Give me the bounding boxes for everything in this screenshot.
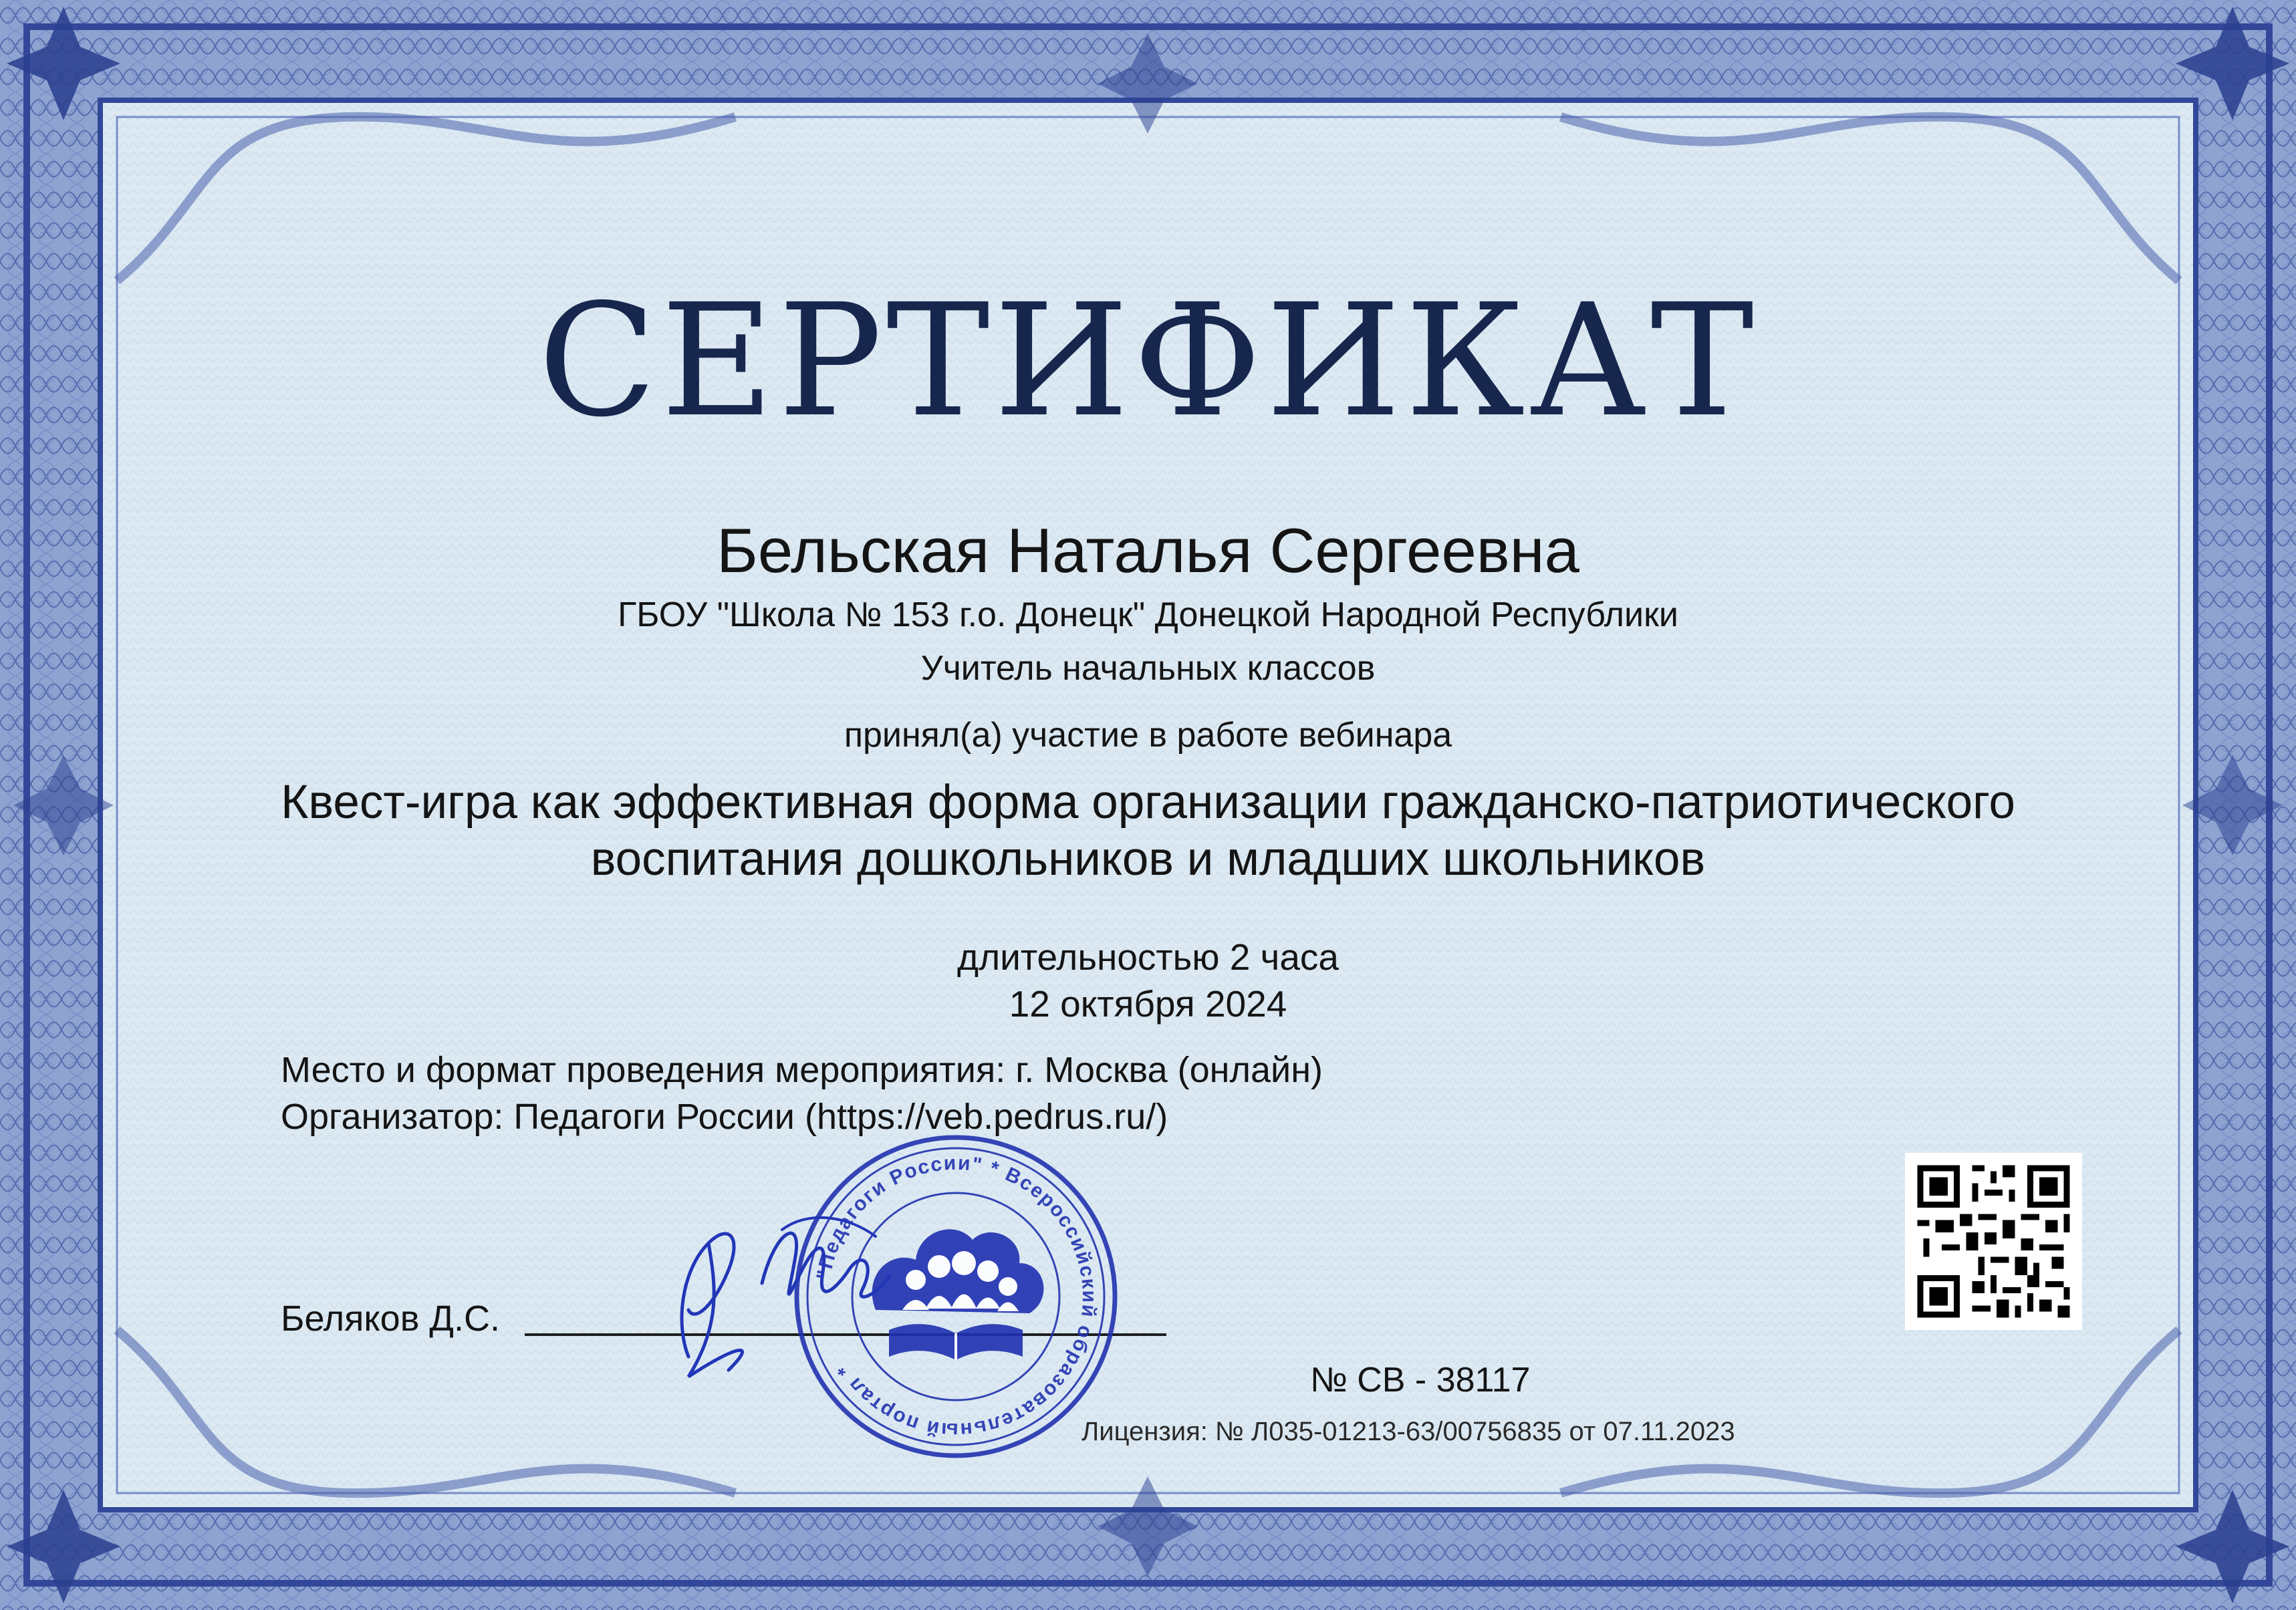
participation-text: принял(а) участие в работе вебинара <box>844 716 1452 755</box>
event-organizer: Организатор: Педагоги России (https://veb.pedrus.ru/) <box>281 1097 1168 1137</box>
signer-name: Беляков Д.С. <box>281 1299 500 1339</box>
recipient-position: Учитель начальных классов <box>920 649 1376 688</box>
license-text: Лицензия: № Л035-01213-63/00756835 от 07.11.2023 <box>1081 1417 1735 1446</box>
webinar-date: 12 октября 2024 <box>1009 983 1287 1025</box>
webinar-title-line-2: воспитания дошкольников и младших школьников <box>590 833 1706 886</box>
certificate-number: № СВ - 38117 <box>1310 1361 1531 1399</box>
event-place: Место и формат проведения мероприятия: г. Москва (онлайн) <box>281 1050 1323 1090</box>
seal-text: "Педагоги России" * Всероссийский образовательный портал * <box>812 1152 1101 1442</box>
qr-code-icon <box>1905 1153 2082 1330</box>
recipient-organization: ГБОУ "Школа № 153 г.о. Донецк" Донецкой Народной Республики <box>618 595 1678 634</box>
certificate-title: СЕРТИФИКАТ <box>538 271 1758 451</box>
recipient-name: Бельская Наталья Сергеевна <box>717 515 1579 585</box>
webinar-title-line-1: Квест-игра как эффективная форма организации гражданско-патриотического <box>281 776 2015 829</box>
webinar-duration: длительностью 2 часа <box>956 936 1340 978</box>
handwritten-signature <box>648 1190 929 1397</box>
